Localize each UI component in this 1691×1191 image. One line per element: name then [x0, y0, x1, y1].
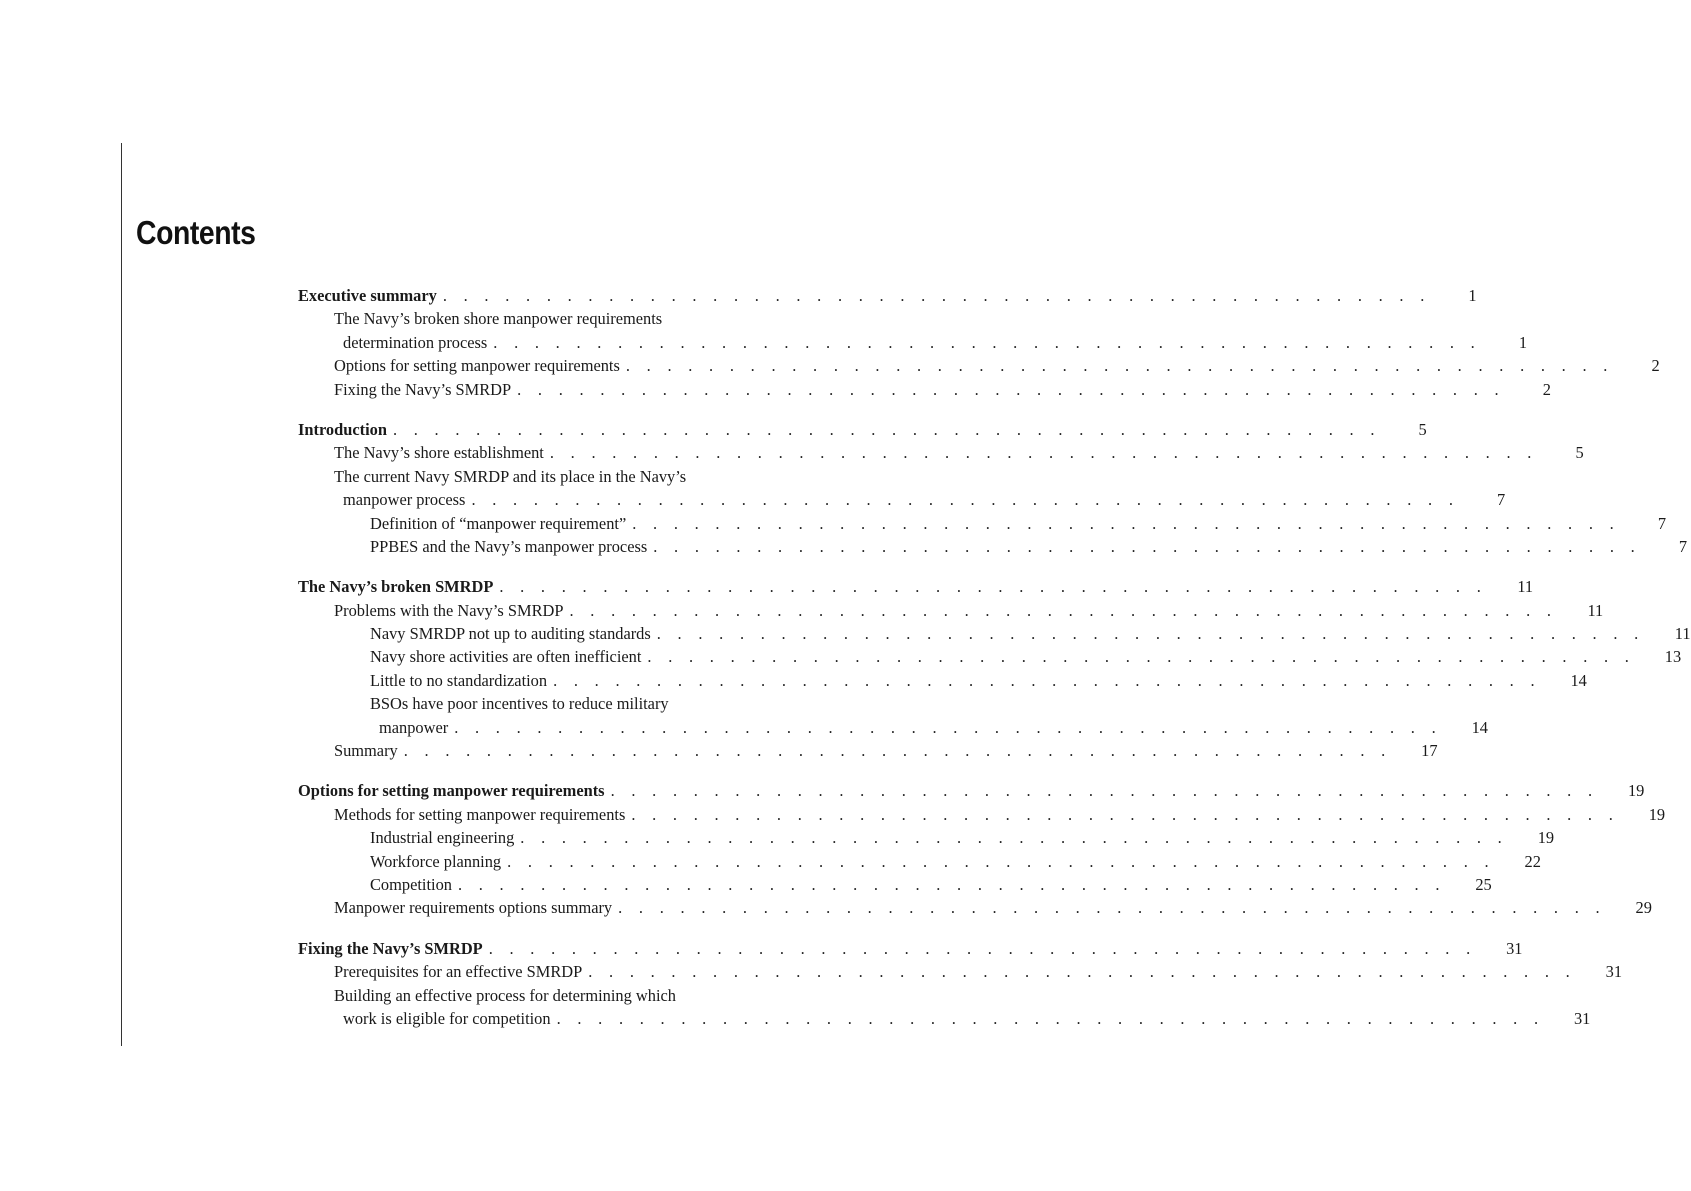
toc-page-number: 31: [1605, 962, 1623, 982]
toc-entry-continuation[interactable]: [298, 1007, 1591, 1030]
toc-page-number: 1: [1468, 286, 1477, 305]
toc-entry[interactable]: [298, 465, 812, 488]
toc-leader: . . . . . . . . . . . . . . . . . . . . . . . . . . . . . . . . . . . . . . . . . . . . . . . .: [631, 804, 1620, 824]
toc-entry[interactable]: [298, 739, 1438, 762]
toc-entry-label: Summary: [334, 741, 398, 761]
toc-page-number: 31: [1573, 1008, 1591, 1028]
toc-page-number: 29: [1635, 898, 1652, 918]
toc-leader: . . . . . . . . . . . . . . . . . . . . . . . . . . . . . . . . . . . . . . . . . . . . . . . .: [392, 419, 1381, 439]
toc-entry-label: Problems with the Navy’s SMRDP: [334, 600, 564, 620]
toc-leader: . . . . . . . . . . . . . . . . . . . . . . . . . . . . . . . . . . . . . . . . . . . . . . . .: [403, 741, 1392, 761]
toc-entry-label: Definition of “manpower requirement”: [370, 513, 627, 533]
toc-leader: . . . . . . . . . . . . . . . . . . . . . . . . . . . . . . . . . . . . . . . . . . . . . . . .: [553, 670, 1541, 690]
toc-section-fixing-smrdp: [298, 937, 1623, 1031]
toc-entry-label: Options for setting manpower requirements: [298, 781, 605, 801]
toc-leader: . . . . . . . . . . . . . . . . . . . . . . . . . . . . . . . . . . . . . . . . . . . . . . . .: [647, 647, 1636, 667]
toc-entry-label: Workforce planning: [370, 851, 502, 871]
toc-leader: . . . . . . . . . . . . . . . . . . . . . . . . . . . . . . . . . . . . . . . . . . . . . . . .: [488, 938, 1477, 958]
toc-entry-label: Navy SMRDP not up to auditing standards: [370, 624, 651, 644]
toc-entry[interactable]: [298, 984, 812, 1007]
toc-entry-continuation[interactable]: [298, 331, 1528, 354]
toc-entry-label: The Navy’s broken SMRDP: [298, 577, 494, 597]
toc-leader: . . . . . . . . . . . . . . . . . . . . . . . . . . . . . . . . . . . . . . . . . . . . . . . .: [588, 962, 1577, 982]
toc-page-number: 11: [1674, 624, 1691, 644]
toc-leader: . . . . . . . . . . . . . . . . . . . . . . . . . . . . . . . . . . . . . . . . . . . . . . . .: [442, 286, 1431, 305]
toc-section-introduction: [298, 418, 1688, 558]
toc-page-number: 31: [1506, 938, 1523, 958]
toc-entry[interactable]: [298, 599, 1604, 622]
toc-page-number: 13: [1664, 647, 1682, 667]
toc-leader: . . . . . . . . . . . . . . . . . . . . . . . . . . . . . . . . . . . . . . . . . . . . . . . .: [471, 490, 1460, 510]
toc-page-number: 11: [1517, 577, 1534, 597]
toc-subentry-continuation[interactable]: [298, 716, 1488, 739]
toc-entry-label: Executive summary: [298, 286, 437, 305]
toc-entry-label: Fixing the Navy’s SMRDP: [334, 379, 512, 399]
toc-leader: . . . . . . . . . . . . . . . . . . . . . . . . . . . . . . . . . . . . . . . . . . . . . . . .: [549, 443, 1538, 463]
toc-page-number: 17: [1421, 741, 1438, 761]
toc-section-broken-smrdp: [298, 575, 1691, 762]
toc-section-executive-summary: [298, 284, 1660, 401]
toc-leader: . . . . . . . . . . . . . . . . . . . . . . . . . . . . . . . . . . . . . . . . . . . . . . . .: [499, 577, 1488, 597]
toc-page-number: 1: [1518, 332, 1528, 352]
toc-entry-label: Industrial engineering: [370, 828, 515, 848]
toc-leader: . . . . . . . . . . . . . . . . . . . . . . . . . . . . . . . . . . . . . . . . . . . . . . . .: [457, 874, 1446, 894]
toc-leader: . . . . . . . . . . . . . . . . . . . . . . . . . . . . . . . . . . . . . . . . . . . . . . . .: [520, 828, 1509, 848]
toc-entry-label: Manpower requirements options summary: [334, 898, 613, 918]
toc-page-number: 22: [1524, 851, 1541, 871]
toc-subentry[interactable]: [298, 850, 1541, 873]
toc-page-number: 2: [1542, 379, 1551, 399]
toc-leader: . . . . . . . . . . . . . . . . . . . . . . . . . . . . . . . . . . . . . . . . . . . . . . . .: [493, 332, 1482, 352]
toc-leader: . . . . . . . . . . . . . . . . . . . . . . . . . . . . . . . . . . . . . . . . . . . . . . . .: [556, 1008, 1545, 1028]
toc-leader: . . . . . . . . . . . . . . . . . . . . . . . . . . . . . . . . . . . . . . . . . . . . . . . .: [454, 717, 1442, 737]
toc-entry[interactable]: [298, 960, 1623, 983]
toc-page-number: 11: [1587, 600, 1604, 620]
toc-leader: . . . . . . . . . . . . . . . . . . . . . . . . . . . . . . . . . . . . . . . . . . . . . . . .: [656, 624, 1645, 644]
toc-entry-label: Options for setting manpower requirements: [334, 356, 620, 376]
toc-entry-label: The current Navy SMRDP and its place in the Navy’s: [334, 466, 687, 486]
toc-page-number: 19: [1648, 804, 1666, 824]
toc-subentry[interactable]: [298, 535, 1688, 558]
toc-entry[interactable]: [298, 937, 1523, 960]
toc-entry-label: Prerequisites for an effective SMRDP: [334, 962, 583, 982]
toc-leader: . . . . . . . . . . . . . . . . . . . . . . . . . . . . . . . . . . . . . . . . . . . . . . . .: [653, 536, 1642, 556]
toc-entry-label: Fixing the Navy’s SMRDP: [298, 938, 483, 958]
toc-leader: . . . . . . . . . . . . . . . . . . . . . . . . . . . . . . . . . . . . . . . . . . . . . . . .: [625, 356, 1614, 376]
toc-entry-label: Competition: [370, 874, 452, 894]
toc-entry[interactable]: [298, 307, 812, 330]
toc-entry[interactable]: [298, 284, 1477, 307]
toc-section-options: [298, 779, 1666, 919]
toc-leader: . . . . . . . . . . . . . . . . . . . . . . . . . . . . . . . . . . . . . . . . . . . . . . . .: [517, 379, 1505, 399]
toc-entry[interactable]: [298, 896, 1652, 919]
toc-entry[interactable]: [298, 779, 1645, 802]
toc-page-number: 2: [1651, 356, 1660, 376]
toc-entry[interactable]: [298, 378, 1551, 401]
toc-subentry[interactable]: [298, 826, 1555, 849]
toc-page-number: 7: [1678, 536, 1688, 556]
toc-entry-label: work is eligible for competition: [343, 1008, 551, 1028]
toc-entry[interactable]: [298, 441, 1584, 464]
toc-entry-label: Introduction: [298, 419, 387, 439]
toc-subentry[interactable]: [298, 645, 1682, 668]
toc-subentry[interactable]: [298, 873, 1492, 896]
toc-page-number: 19: [1627, 781, 1645, 801]
toc-entry[interactable]: [298, 803, 1666, 826]
toc-leader: . . . . . . . . . . . . . . . . . . . . . . . . . . . . . . . . . . . . . . . . . . . . . . . .: [569, 600, 1558, 620]
toc-leader: . . . . . . . . . . . . . . . . . . . . . . . . . . . . . . . . . . . . . . . . . . . . . . . .: [507, 851, 1495, 871]
margin-rule: [121, 143, 122, 1046]
toc-entry[interactable]: [298, 418, 1427, 441]
toc-entry-label: Building an effective process for determining which: [334, 985, 676, 1005]
toc-entry-label: The Navy’s shore establishment: [334, 443, 544, 463]
toc-subentry[interactable]: [298, 512, 1667, 535]
toc-subentry[interactable]: [298, 669, 1587, 692]
toc-page-number: 14: [1570, 670, 1587, 690]
toc-leader: . . . . . . . . . . . . . . . . . . . . . . . . . . . . . . . . . . . . . . . . . . . . . . . .: [618, 898, 1606, 918]
toc-page-number: 25: [1475, 874, 1492, 894]
toc-entry[interactable]: [298, 575, 1534, 598]
toc-page-number: 7: [1497, 490, 1506, 510]
toc-page-number: 14: [1471, 717, 1488, 737]
toc-entry-label: manpower process: [343, 490, 466, 510]
toc-entry-label: manpower: [379, 717, 449, 737]
toc-page-number: 19: [1537, 828, 1555, 848]
toc-page-number: 5: [1575, 443, 1584, 463]
toc-entry-label: Methods for setting manpower requirements: [334, 804, 626, 824]
toc-entry-label: The Navy’s broken shore manpower requirements: [334, 309, 663, 329]
toc-leader: . . . . . . . . . . . . . . . . . . . . . . . . . . . . . . . . . . . . . . . . . . . . . . . .: [610, 781, 1599, 801]
toc-entry-label: PPBES and the Navy’s manpower process: [370, 536, 648, 556]
toc-entry[interactable]: [298, 354, 1660, 377]
toc-entry-label: BSOs have poor incentives to reduce military: [370, 694, 669, 714]
table-of-contents: [298, 284, 1691, 1047]
toc-entry-label: determination process: [343, 332, 488, 352]
page-title: Contents: [136, 214, 256, 251]
toc-entry-label: Navy shore activities are often inefficient: [370, 647, 642, 667]
toc-subentry[interactable]: [298, 692, 812, 715]
toc-page-number: 5: [1418, 419, 1427, 439]
toc-leader: . . . . . . . . . . . . . . . . . . . . . . . . . . . . . . . . . . . . . . . . . . . . . . . .: [632, 513, 1621, 533]
toc-subentry[interactable]: [298, 622, 1691, 645]
toc-entry-continuation[interactable]: [298, 488, 1506, 511]
toc-entry-label: Little to no standardization: [370, 670, 548, 690]
toc-page-number: 7: [1657, 513, 1667, 533]
